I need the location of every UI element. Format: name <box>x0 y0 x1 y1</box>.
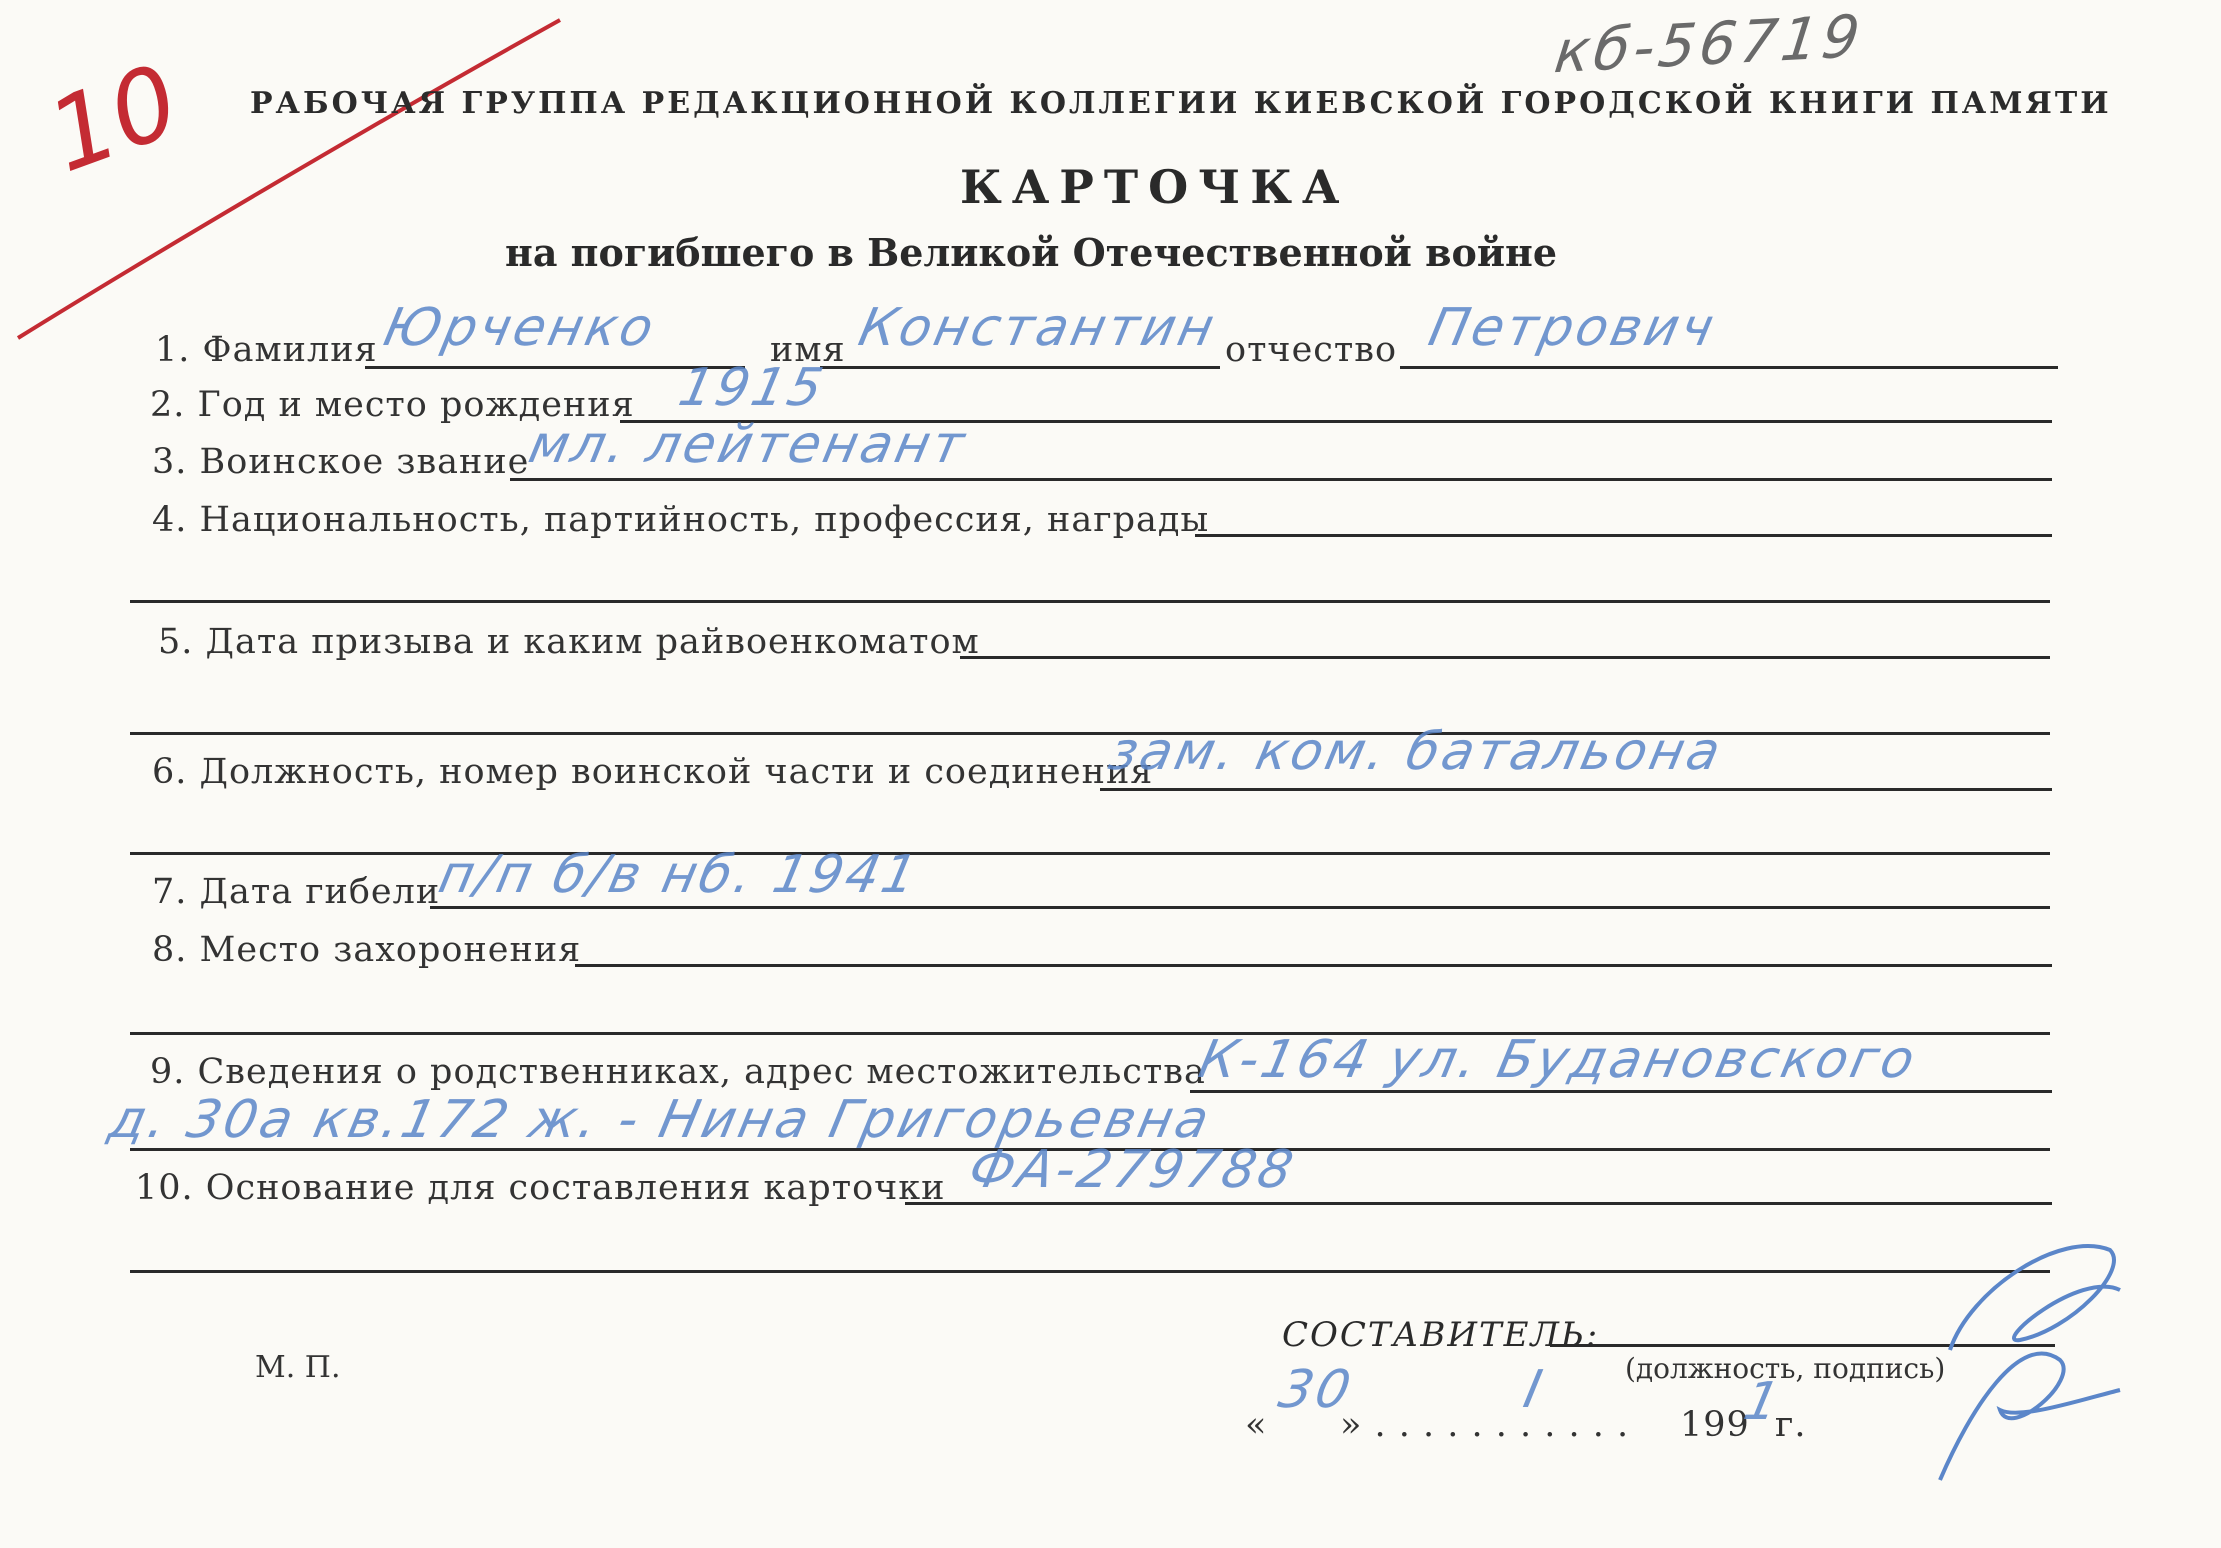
field-basis-value: ФА-279788 <box>963 1140 1301 1200</box>
date-open-quote: « <box>1245 1405 1268 1445</box>
field-basis-line[interactable] <box>905 1202 2052 1205</box>
field-nationality-line[interactable] <box>1195 534 2052 537</box>
field-death-date-value: п/п б/в нб. 1941 <box>433 845 925 905</box>
archive-number: кб-56719 <box>1551 1 1868 87</box>
field-conscription-line-2[interactable] <box>130 732 2050 735</box>
date-day-value: 30 <box>1273 1360 1359 1420</box>
date-suffix: г. <box>1775 1405 1807 1445</box>
field-rank-line[interactable] <box>510 478 2052 481</box>
field-basis-label: 10. Основание для составления карточки <box>135 1168 946 1208</box>
field-patronymic-line[interactable] <box>1400 366 2058 369</box>
card-header: РАБОЧАЯ ГРУППА РЕДАКЦИОННОЙ КОЛЛЕГИИ КИЕВСКОЙ ГОРОДСКОЙ КНИГИ ПАМЯТИ <box>250 86 2112 121</box>
field-position-line[interactable] <box>1100 788 2052 791</box>
field-birth-value: 1915 <box>673 358 831 418</box>
field-relatives-label: 9. Сведения о родственниках, адрес местожительства <box>150 1052 1206 1092</box>
card-title: КАРТОЧКА <box>960 160 1350 214</box>
signature-path-2 <box>1940 1354 2120 1480</box>
field-position-line-2[interactable] <box>130 852 2050 855</box>
field-patronymic-value: Петрович <box>1423 298 1722 358</box>
composer-caption: (должность, подпись) <box>1625 1352 1946 1385</box>
field-surname-label: 1. Фамилия <box>155 330 378 370</box>
field-relatives-value: К-164 ул. Будановского <box>1193 1030 1923 1090</box>
field-rank-label: 3. Воинское звание <box>152 442 530 482</box>
field-name-value: Константин <box>853 298 1222 358</box>
date-dots: » . . . . . . . . . . . <box>1340 1405 1630 1445</box>
field-position-value: зам. ком. батальона <box>1103 722 1729 782</box>
field-name-label: имя <box>770 330 846 370</box>
date-month-value: I <box>1518 1360 1550 1420</box>
field-burial-line[interactable] <box>575 964 2052 967</box>
field-conscription-line[interactable] <box>960 656 2050 659</box>
field-name-line[interactable] <box>820 366 1220 369</box>
field-death-date-label: 7. Дата гибели <box>152 872 441 912</box>
field-conscription-label: 5. Дата призыва и каким райвоенкоматом <box>158 622 980 662</box>
red-handwritten-number: 10 <box>33 41 194 196</box>
field-nationality-label: 4. Национальность, партийность, профессия, награды <box>152 500 1210 540</box>
field-patronymic-label: отчество <box>1225 330 1398 370</box>
field-birth-label: 2. Год и место рождения <box>150 385 635 425</box>
field-relatives-value-2: д. 30а кв.172 ж. - Нина Григорьевна <box>103 1090 1217 1150</box>
field-nationality-line-2[interactable] <box>130 600 2050 603</box>
field-rank-value: мл. лейтенант <box>523 415 973 475</box>
field-surname-value: Юрченко <box>378 298 662 358</box>
card-subtitle: на погибшего в Великой Отечественной войне <box>505 230 1558 275</box>
field-basis-line-2[interactable] <box>130 1270 2050 1273</box>
date-year-prefix: 199 <box>1680 1405 1750 1445</box>
field-death-date-line[interactable] <box>430 906 2050 909</box>
signature-mark <box>1820 1210 2160 1500</box>
signature-path-1 <box>1950 1246 2120 1350</box>
field-relatives-line[interactable] <box>1190 1090 2052 1093</box>
composer-label: СОСТАВИТЕЛЬ: <box>1282 1315 1600 1355</box>
field-position-label: 6. Должность, номер воинской части и соединения <box>152 752 1154 792</box>
date-year-digit: 1 <box>1738 1372 1788 1432</box>
stamp-place-label: М. П. <box>255 1350 341 1385</box>
field-burial-label: 8. Место захоронения <box>152 930 582 970</box>
